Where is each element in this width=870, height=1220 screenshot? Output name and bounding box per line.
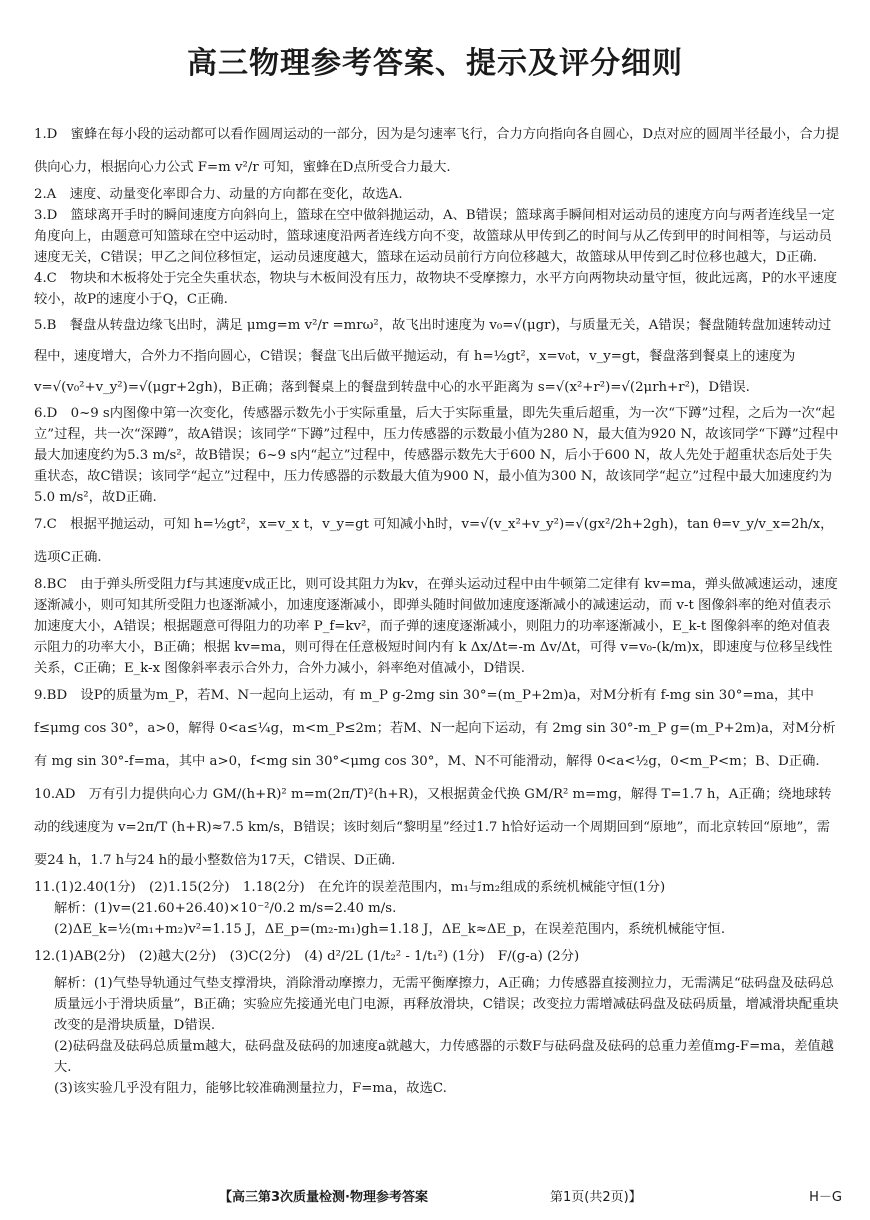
answer-item-5: 5.B 餐盘从转盘边缘飞出时，满足 μmg=m v²/r =mrω²，故飞出时速度为 v₀=√(μgr)，与质量无关，A错误；餐盘随转盘加速转动过程中，速度增大，合外力不指向圆心，C错误；餐盘飞出后做平抛运动，有 h=½gt²，x=v₀t，v_y=gt，餐盘落到餐桌上的速度为 v=√(v₀²+v_y²)=√(μgr+2gh)，B正确；落到餐桌上的餐盘到转盘中心的水平距离为 s=√(x²+r²)=√(2μrh+r²)，D错误. [34, 318, 832, 395]
analysis-12-2: (2)砝码盘及砝码总质量m越大，砝码盘及砝码的加速度a就越大，力传感器的示数F与砝码盘及砝码的总重力差值mg-F=ma，差值越大. [54, 1039, 834, 1075]
page-title: 高三物理参考答案、提示及评分细则 [187, 46, 683, 81]
analysis-11-2: (2)ΔE_k=½(m₁+m₂)v²=1.15 J，ΔE_p=(m₂-m₁)gh=1.18 J，ΔE_k≈ΔE_p，在误差范围内，系统机械能守恒. [54, 922, 726, 937]
answer-item-3: 3.D 篮球离开手时的瞬间速度方向斜向上，篮球在空中做斜抛运动，A、B错误；篮球离手瞬间相对运动员的速度方向与两者连线呈一定角度向上，由题意可知篮球在空中运动时，篮球速度沿两者连线方向不变，故篮球从甲传到乙的时间与从乙传到甲的时间相等，与运动员速度无关，C错误；甲乙之间位移恒定，运动员速度越大，篮球在运动员前行方向位移越大，故篮球从甲传到乙时位移也越大，D正确. [34, 208, 835, 265]
answer-item-2: 2.A 速度、动量变化率即合力、动量的方向都在变化，故选A. [34, 187, 403, 202]
answer-item-1: 1.D 蜜蜂在每小段的运动都可以看作圆周运动的一部分，因为是匀速率飞行，合力方向指向各自圆心，D点对应的圆周半径最小，合力提供向心力，根据向心力公式 F=m v²/r 可知，蜜蜂在D点所受合力最大. [34, 127, 840, 175]
answer-item-7: 7.C 根据平抛运动，可知 h=½gt²，x=v_x t，v_y=gt 可知减小h时，v=√(v_x²+v_y²)=√(gx²/2h+2gh)，tan θ=v_y/v_x=2h/x，选项C正确. [34, 517, 834, 565]
analysis-12-1: 解析：(1)气垫导轨通过气垫支撑滑块，消除滑动摩擦力，无需平衡摩擦力，A正确；力传感器直接测拉力，无需满足“砝码盘及砝码总质量远小于滑块质量”，B正确；实验应先接通光电门电源，再释放滑块，C错误；改变拉力需增减砝码盘及砝码质量，增减滑块配重块改变的是滑块质量，D错误. [54, 976, 839, 1033]
footer-code: H－G [809, 1190, 842, 1205]
answer-item-8: 8.BC 由于弹头所受阻力f与其速度v成正比，则可设其阻力为kv，在弹头运动过程中由牛顿第二定律有 kv=ma，弹头做减速运动，速度逐渐减小，则可知其所受阻力也逐渐减小，加速度逐渐减小，即弹头随时间做加速度逐渐减小的减速运动，而 v-t 图像斜率的绝对值表示加速度大小，A错误；根据题意可得阻力的功率 P_f=kv²，而子弹的速度逐渐减小，则阻力的功率逐渐减小，E_k-t 图像斜率的绝对值表示阻力的功率大小，B正确；根据 kv=ma，则可得在任意极短时间内有 k Δx/Δt=-m Δv/Δt，可得 v=v₀-(k/m)x，即速度与位移呈线性关系，C正确；E_k-x 图像斜率表示合外力，合外力减小，斜率绝对值减小，D错误. [34, 577, 838, 676]
answer-item-10: 10.AD 万有引力提供向心力 GM/(h+R)² m=m(2π/T)²(h+R)，又根据黄金代换 GM/R² m=mg，解得 T=1.7 h，A正确；绕地球转动的线速度为 v=2π/T (h+R)≈7.5 km/s，B错误；该时刻后“黎明星”经过1.7 h恰好运动一个周期回到“原地”，而北京转回“原地”，需要24 h，1.7 h与24 h的最小整数倍为17天，C错误、D正确. [34, 787, 832, 868]
answer-item-9: 9.BD 设P的质量为m_P，若M、N一起向上运动，有 m_P g-2mg sin 30°=(m_P+2m)a，对M分析有 f-mg sin 30°=ma，其中 f≤μmg cos 30°，a>0，解得 0<a≤¼g，m<m_P≤2m；若M、N一起向下运动，有 2mg sin 30°-m_P g=(m_P+2m)a，对M分析有 mg sin 30°-f=ma，其中 a>0，f<mg sin 30°<μmg cos 30°，M、N不可能滑动，解得 0<a<½g，0<m_P<m；B、D正确. [34, 688, 836, 769]
analysis-11-1: 解析：(1)v=(21.60+26.40)×10⁻²/0.2 m/s=2.40 m/s. [54, 901, 397, 916]
answer-item-6: 6.D 0~9 s内图像中第一次变化，传感器示数先小于实际重量，后大于实际重量，即先失重后超重，为一次“下蹲”过程，之后为一次“起立”过程，共一次“深蹲”，故A错误；该同学“下蹲”过程中，压力传感器的示数最小值为280 N，最大值为920 N，故该同学“下蹲”过程中最大加速度约为5.3 m/s²，故B错误；6~9 s内“起立”过程中，传感器示数先大于600 N，后小于600 N，故人先处于超重状态后处于失重状态，故C错误；该同学“起立”过程中，压力传感器的示数最大值为900 N，最小值为300 N，故该同学“起立”过程中最大加速度约为5.0 m/s²，故D正确. [34, 406, 839, 505]
answer-item-12: 12.(1)AB(2分) (2)越大(2分) (3)C(2分) (4) d²/2L (1/t₂² - 1/t₁²) (1分) F/(g-a) (2分) [34, 949, 580, 964]
answer-item-11: 11.(1)2.40(1分) (2)1.15(2分) 1.18(2分) 在允许的误差范围内，m₁与m₂组成的系统机械能守恒(1分) [34, 880, 666, 895]
analysis-12-3: (3)该实验几乎没有阻力，能够比较准确测量拉力，F=ma，故选C. [54, 1081, 447, 1096]
footer-page-number: 第1页(共2页)】 [550, 1190, 642, 1205]
answer-item-4: 4.C 物块和木板将处于完全失重状态，物块与木板间没有压力，故物块不受摩擦力，水平方向两物块动量守恒，彼此远离，P的水平速度较小，故P的速度小于Q，C正确. [34, 271, 838, 307]
footer-exam-name: 【高三第3次质量检测·物理参考答案 [219, 1190, 428, 1205]
answer-list [34, 118, 842, 1099]
